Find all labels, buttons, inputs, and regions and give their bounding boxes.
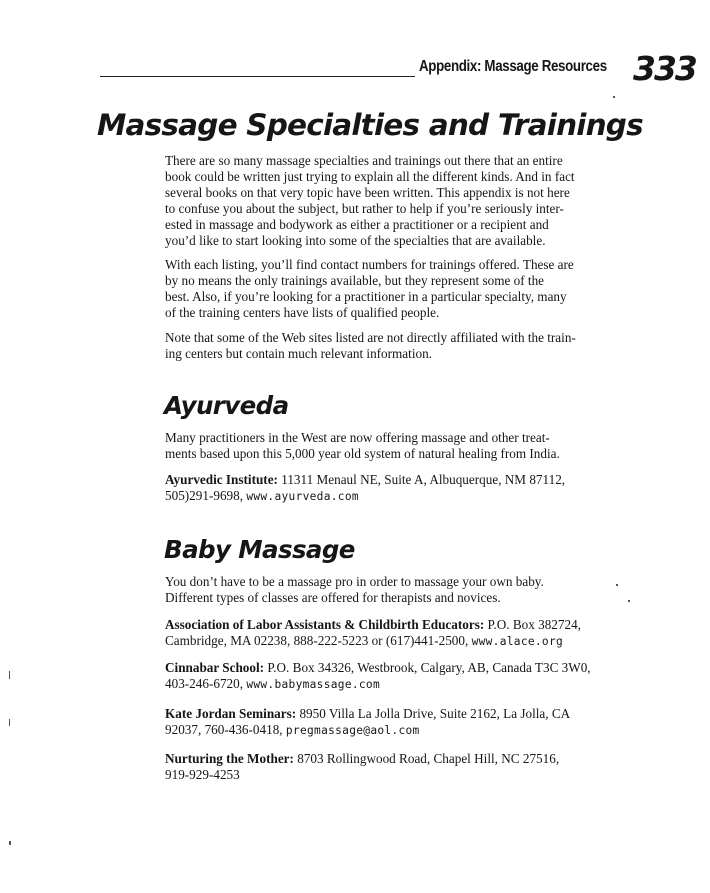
text-line: Note that some of the Web sites listed are not directly affiliated with the train- bbox=[165, 330, 576, 345]
listing-ayurvedic-institute bbox=[165, 472, 623, 505]
scan-speck bbox=[9, 671, 10, 679]
text-line bbox=[165, 488, 623, 505]
text-line bbox=[165, 706, 623, 722]
listing-name: Ayurvedic Institute: bbox=[165, 472, 278, 487]
ayurveda-description bbox=[165, 430, 623, 462]
text-line bbox=[165, 472, 623, 488]
listing-contact: Cambridge, MA 02238, 888-222-5223 or (617)441-2500, bbox=[165, 633, 472, 648]
listing-name: Kate Jordan Seminars: bbox=[165, 706, 297, 721]
text-line: by no means the only trainings available, but they represent some of the bbox=[165, 273, 545, 288]
listing-contact: 505)291-9698, bbox=[165, 488, 247, 503]
text-line: to confuse you about the subject, but rather to help if you’re seriously inter- bbox=[165, 201, 564, 216]
listing-address: P.O. Box 382724, bbox=[484, 617, 581, 632]
listing-address: 8703 Rollingwood Road, Chapel Hill, NC 27516, bbox=[293, 751, 560, 766]
text-line: ing centers but contain much relevant information. bbox=[165, 346, 432, 361]
listing-website[interactable]: www.babymassage.com bbox=[246, 678, 381, 691]
scan-speck bbox=[613, 96, 615, 98]
text-line: best. Also, if you’re looking for a practitioner in a particular specialty, many bbox=[165, 289, 567, 304]
scan-speck bbox=[9, 719, 10, 726]
listing-address: P.O. Box 34326, Westbrook, Calgary, AB, Canada T3C 3W0, bbox=[264, 660, 591, 675]
baby-massage-description bbox=[165, 574, 623, 606]
text-line bbox=[165, 722, 623, 739]
running-header-title: Appendix: Massage Resources bbox=[419, 58, 607, 75]
listing-kate-jordan-seminars bbox=[165, 706, 623, 739]
listing-address: 11311 Menaul NE, Suite A, Albuquerque, NM 87112, bbox=[277, 472, 566, 487]
listing-email[interactable]: pregmassage@aol.com bbox=[285, 724, 420, 737]
text-line bbox=[165, 633, 623, 650]
text-line: Many practitioners in the West are now offering massage and other treat- bbox=[165, 430, 550, 445]
text-line bbox=[165, 660, 623, 676]
listing-contact: 919-929-4253 bbox=[165, 767, 240, 782]
page-number: 333 bbox=[633, 49, 696, 88]
listing-alace bbox=[165, 617, 623, 650]
listing-name: Association of Labor Assistants & Childbirth Educators: bbox=[165, 617, 485, 632]
text-line: ments based upon this 5,000 year old system of natural healing from India. bbox=[165, 446, 560, 461]
text-line: book could be written just trying to explain all the different kinds. And in fact bbox=[165, 169, 575, 184]
listing-nurturing-the-mother bbox=[165, 751, 623, 783]
text-line: You don’t have to be a massage pro in order to massage your own baby. bbox=[165, 574, 544, 589]
listing-website[interactable]: www.ayurveda.com bbox=[246, 490, 359, 503]
text-line bbox=[165, 751, 623, 767]
intro-paragraph-3 bbox=[165, 330, 623, 362]
text-line: you’d like to start looking into some of the specialties that are available. bbox=[165, 233, 546, 248]
text-line bbox=[165, 676, 623, 693]
text-line: Different types of classes are offered for therapists and novices. bbox=[165, 590, 501, 605]
chapter-title: Massage Specialties and Trainings bbox=[97, 108, 643, 142]
listing-address: 8950 Villa La Jolla Drive, Suite 2162, La Jolla, CA bbox=[296, 706, 571, 721]
listing-name: Nurturing the Mother: bbox=[165, 751, 294, 766]
intro-paragraph-1 bbox=[165, 153, 623, 249]
text-line: There are so many massage specialties and trainings out there that an entire bbox=[165, 153, 563, 168]
intro-paragraph-2 bbox=[165, 257, 623, 321]
scan-speck bbox=[9, 841, 11, 845]
text-line: several books on that very topic have been written. This appendix is not here bbox=[165, 185, 570, 200]
listing-cinnabar-school bbox=[165, 660, 623, 693]
text-line bbox=[165, 617, 623, 633]
text-line: With each listing, you’ll find contact numbers for trainings offered. These are bbox=[165, 257, 574, 272]
text-line: of the training centers have lists of qualified people. bbox=[165, 305, 440, 320]
listing-name: Cinnabar School: bbox=[165, 660, 265, 675]
listing-contact: 403-246-6720, bbox=[165, 676, 247, 691]
section-heading-baby-massage: Baby Massage bbox=[164, 535, 355, 564]
listing-contact: 92037, 760-436-0418, bbox=[165, 722, 286, 737]
scan-speck bbox=[616, 584, 618, 586]
text-line: ested in massage and bodywork as either a practitioner or a recipient and bbox=[165, 217, 549, 232]
text-line bbox=[165, 767, 623, 783]
header-rule bbox=[100, 76, 415, 77]
scan-speck bbox=[628, 600, 630, 602]
section-heading-ayurveda: Ayurveda bbox=[164, 391, 289, 420]
listing-website[interactable]: www.alace.org bbox=[471, 635, 564, 648]
